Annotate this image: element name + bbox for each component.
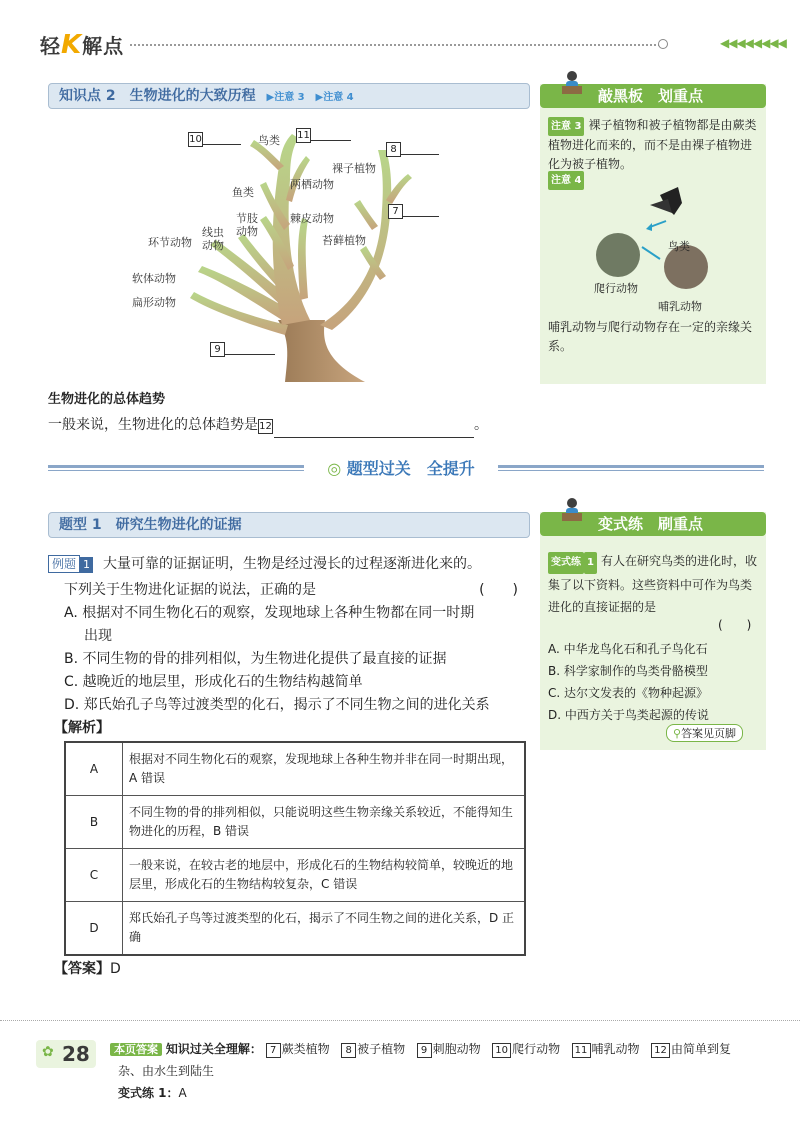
example-stem-2: 下列关于生物进化证据的说法，正确的是 [64, 582, 316, 598]
example-num: 1 [80, 557, 93, 573]
answer-key-text: 哺乳动物 [591, 1042, 640, 1056]
brand-logo [40, 30, 124, 60]
pin-icon: ⚲ [673, 727, 682, 740]
answer-key-item [651, 1042, 731, 1056]
divider-right-rule [498, 465, 764, 471]
table-row [65, 849, 525, 902]
knowledge-point-bar [48, 83, 530, 109]
practice-option-c[interactable]: C. 达尔文发表的《物种起源》 [548, 686, 709, 700]
evolution-tree-diagram [110, 120, 450, 390]
answer-key-text: 被子植物 [357, 1042, 406, 1056]
blank-line-9[interactable] [225, 354, 275, 355]
blank-line-8[interactable] [401, 154, 439, 155]
answer-line [54, 958, 121, 981]
practice-num: 1 [584, 552, 597, 574]
side-panel-2-title: 变式练 刷重点 [598, 515, 704, 533]
answer-key-num: 12 [651, 1043, 670, 1058]
answer-key-text: 蕨类植物 [281, 1042, 330, 1056]
note4-tag: 注意 4 [548, 171, 584, 190]
trend-end: 。 [474, 417, 488, 433]
answer-key-num: 10 [492, 1043, 511, 1058]
analysis-table [64, 741, 526, 956]
practice-option-d[interactable]: D. 中西方关于鸟类起源的传说 [548, 708, 709, 722]
answer-key-text: 爬行动物 [512, 1042, 561, 1056]
blank-box-7: 7 [388, 204, 403, 219]
sprout-icon: ✿ [42, 1044, 54, 1060]
practice-answer-label: 变式练 1： [118, 1086, 179, 1100]
note-link-4[interactable]: ▶注意 4 [315, 92, 354, 103]
label-bird: 鸟类 [258, 134, 280, 147]
label-moss: 苔藓植物 [322, 234, 366, 247]
analysis-key: B [65, 796, 123, 849]
blank-box-9: 9 [210, 342, 225, 357]
tree-illustration [110, 120, 450, 390]
analysis-key: D [65, 902, 123, 956]
label-flatworm: 扁形动物 [132, 296, 176, 309]
note3-text: 裸子植物和被子植物都是由蕨类植物进化而来的，而不是由裸子植物进化为被子植物。 [548, 118, 757, 171]
practice-option-a[interactable]: A. 中华龙鸟化石和孔子鸟化石 [548, 642, 708, 656]
answer-key-num: 11 [572, 1043, 591, 1058]
footer-answers [110, 1038, 770, 1061]
label-annelid: 环节动物 [148, 236, 192, 249]
brand-prefix: 轻 [40, 34, 61, 58]
answer-key-tag: 本页答案 [110, 1043, 162, 1056]
see-answer-text: 答案见页脚 [681, 727, 737, 740]
answer-key-lead: 知识过关全理解： [165, 1042, 262, 1056]
note4-text: 哺乳动物与爬行动物存在一定的亲缘关系。 [548, 320, 753, 353]
analysis-text: 不同生物的骨的排列相似，只能说明这些生物亲缘关系较近，不能得知生物进化的历程，B 错误 [123, 796, 526, 849]
see-answer-badge[interactable] [666, 724, 743, 742]
header-arrows-icon: ◀◀◀◀◀◀◀◀ [720, 36, 786, 50]
blank-box-10: 10 [189, 134, 202, 145]
footer-rule [0, 1020, 800, 1021]
option-a-cont: 出现 [84, 628, 112, 644]
student-icon [560, 497, 584, 523]
blank-box-12: 12 [259, 421, 272, 432]
brand-suffix: 解点 [82, 34, 125, 58]
example-tag: 例题 [48, 555, 80, 573]
answer-label: 【答案】 [54, 961, 110, 977]
label-nematode: 线虫 动物 [202, 226, 224, 252]
answer-key-text: 刺胞动物 [432, 1042, 481, 1056]
practice-answer-value: A [178, 1086, 187, 1100]
practice-answer-paren[interactable]: ( ) [718, 618, 752, 632]
analysis-text: 郑氏始孔子鸟等过渡类型的化石，揭示了不同生物之间的进化关系，D 正确 [123, 902, 526, 956]
header-dotted-rule [130, 44, 660, 46]
label-mammal: 哺乳动物 [658, 300, 702, 313]
table-row [65, 742, 525, 796]
trend-text: 一般来说，生物进化的总体趋势是 [48, 417, 258, 433]
label-amphibian: 两栖动物 [290, 178, 334, 191]
option-a[interactable]: A. 根据对不同生物化石的观察，发现地球上各种生物都在同一时期 [64, 605, 475, 621]
divider-title-wrap [308, 456, 494, 479]
divider-title: 题型过关 全提升 [346, 459, 475, 478]
answer-key-num: 8 [341, 1043, 356, 1058]
brand-k: K [61, 30, 83, 60]
option-d[interactable]: D. 郑氏始孔子鸟等过渡类型的化石，揭示了不同生物之间的进化关系 [64, 697, 490, 713]
blank-box-8: 8 [386, 142, 401, 157]
divider-left-rule [48, 465, 304, 471]
blank-line-7[interactable] [403, 216, 439, 217]
practice-tag: 变式练 [548, 552, 584, 574]
label-echinoderm: 棘皮动物 [290, 212, 334, 225]
blank-line-10[interactable] [203, 144, 241, 145]
answer-key-text: 由简单到复 [671, 1042, 732, 1056]
answer-key-num: 9 [417, 1043, 432, 1058]
blank-line-12[interactable] [274, 414, 474, 438]
example-stem-line2 [64, 579, 524, 602]
example-stem-1: 大量可靠的证据证明，生物是经过漫长的过程逐渐进化来的。 [103, 556, 482, 572]
page-number-badge [36, 1040, 96, 1068]
page-number: 28 [62, 1042, 90, 1066]
example-answer-paren[interactable]: ( ) [479, 582, 518, 598]
trend-sentence [48, 414, 488, 438]
example-stem [48, 553, 528, 576]
practice-stem-text: 有人在研究鸟类的进化时，收集了以下资料。这些资料中可作为鸟类进化的直接证据的是 [548, 554, 757, 614]
divider-spiral-icon: ◎ [327, 459, 347, 478]
blank-box-11: 11 [297, 130, 310, 141]
knowledge-point-title: 知识点 2 生物进化的大致历程 [59, 88, 256, 104]
option-b[interactable]: B. 不同生物的骨的排列相似，为生物进化提供了最直接的证据 [64, 651, 447, 667]
analysis-key: A [65, 742, 123, 796]
question-type-title: 题型 1 研究生物进化的证据 [59, 517, 242, 533]
analysis-label: 【解析】 [54, 720, 110, 736]
header-circle [658, 39, 668, 49]
question-type-bar [48, 512, 530, 538]
note3-tag: 注意 3 [548, 117, 584, 136]
analysis-key: C [65, 849, 123, 902]
answer-key-num: 7 [266, 1043, 281, 1058]
practice-answer-line [118, 1084, 187, 1101]
answer-key-line2: 杂、由水生到陆生 [118, 1064, 215, 1078]
option-c[interactable]: C. 越晚近的地层里，形成化石的生物结构越简单 [64, 674, 363, 690]
table-row [65, 902, 525, 956]
note4-block [548, 170, 588, 190]
analysis-text: 根据对不同生物化石的观察，发现地球上各种生物并非在同一时期出现，A 错误 [123, 742, 526, 796]
teacher-icon [560, 70, 584, 96]
practice-stem [548, 550, 760, 618]
label-bird-side: 鸟类 [668, 240, 690, 253]
blank-line-11[interactable] [311, 140, 351, 141]
answer-key-item [492, 1042, 560, 1056]
answer-key-item [572, 1042, 640, 1056]
practice-option-b[interactable]: B. 科学家制作的鸟类骨骼模型 [548, 664, 708, 678]
analysis-text: 一般来说，在较古老的地层中，形成化石的生物结构较简单，较晚近的地层里，形成化石的生物结构较复杂，C 错误 [123, 849, 526, 902]
answer-key-item [417, 1042, 481, 1056]
label-mollusc: 软体动物 [132, 272, 176, 285]
side-panel-1-title: 敲黑板 划重点 [598, 87, 704, 105]
answer-key-item [341, 1042, 405, 1056]
trend-heading: 生物进化的总体趋势 [48, 392, 166, 407]
label-fish: 鱼类 [232, 186, 254, 199]
note-link-3[interactable]: ▶注意 3 [266, 92, 305, 103]
answer-value: D [110, 961, 121, 977]
note3-block [548, 116, 760, 174]
label-reptile: 爬行动物 [594, 282, 638, 295]
table-row [65, 796, 525, 849]
answer-key-item [266, 1042, 330, 1056]
label-arthropod: 节肢 动物 [236, 212, 258, 238]
label-gymnosperm: 裸子植物 [332, 162, 376, 175]
